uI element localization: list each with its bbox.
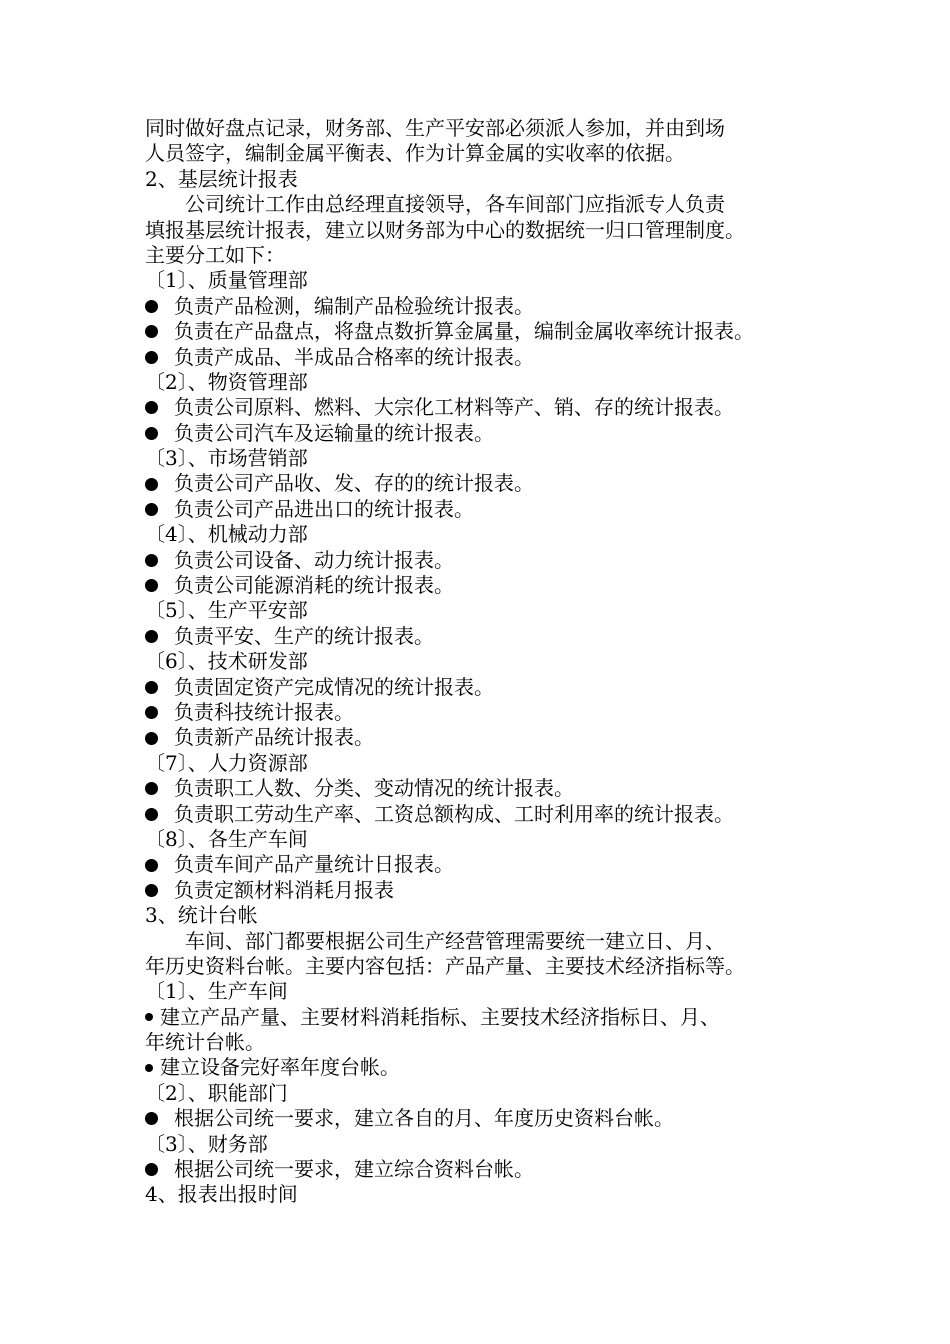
text-line: 〔4〕、机械动力部 <box>145 522 308 547</box>
text-line: 〔3〕、市场营销部 <box>145 446 308 471</box>
text-line: 同时做好盘点记录，财务部、生产平安部必须派人参加，并由到场 <box>145 116 725 140</box>
list-item-text: 建立产品产量、主要材料消耗指标、主要技术经济指标日、月、 <box>160 1004 720 1029</box>
list-item <box>145 725 835 750</box>
list-item-text: 根据公司统一要求，建立各自的月、年度历史资料台帐。 <box>174 1106 674 1131</box>
list-item <box>145 802 835 827</box>
list-item <box>145 395 835 420</box>
text-line: 主要分工如下： <box>145 242 285 267</box>
list-item <box>145 471 835 496</box>
text-line: 车间、部门都要根据公司生产经营管理需要统一建立日、月、 <box>185 928 725 953</box>
list-item-text: 负责车间产品产量统计日报表。 <box>174 852 454 877</box>
list-item-text: 负责职工劳动生产率、工资总额构成、工时利用率的统计报表。 <box>174 801 734 826</box>
bullet-icon <box>145 884 158 897</box>
list-item <box>145 776 835 801</box>
list-item-text: 负责新产品统计报表。 <box>174 725 374 750</box>
text-line: 填报基层统计报表，建立以财务部为中心的数据统一归口管理制度。 <box>145 217 745 242</box>
text-line: 〔6〕、技术研发部 <box>145 649 308 674</box>
text-line: 〔5〕、生产平安部 <box>145 598 308 623</box>
bullet-icon <box>145 681 158 694</box>
list-item <box>145 294 835 319</box>
list-item <box>145 548 835 573</box>
list-item-text: 负责产成品、半成品合格率的统计报表。 <box>174 344 534 369</box>
list-item <box>145 573 835 598</box>
bullet-icon <box>145 554 158 567</box>
bullet-icon <box>145 503 158 516</box>
bullet-icon <box>145 1013 153 1021</box>
list-item <box>145 1055 835 1080</box>
list-item-text: 负责公司产品进出口的统计报表。 <box>174 496 474 521</box>
list-item <box>145 700 835 725</box>
list-item-text: 负责职工人数、分类、变动情况的统计报表。 <box>174 776 574 801</box>
text-line: 2、基层统计报表 <box>145 166 298 191</box>
list-item-text: 根据公司统一要求，建立综合资料台帐。 <box>174 1157 534 1182</box>
bullet-icon <box>145 1163 158 1176</box>
text-line: 〔8〕、各生产车间 <box>145 826 308 851</box>
list-item-text: 负责平安、生产的统计报表。 <box>174 623 434 648</box>
bullet-icon <box>145 808 158 821</box>
bullet-icon <box>145 1064 153 1072</box>
bullet-icon <box>145 859 158 872</box>
text-line: 公司统计工作由总经理直接领导，各车间部门应指派专人负责 <box>185 192 725 217</box>
bullet-icon <box>145 732 158 745</box>
bullet-icon <box>145 300 158 313</box>
list-item-text: 负责在产品盘点，将盘点数折算金属量，编制金属收率统计报表。 <box>174 319 754 344</box>
list-item-text: 负责定额材料消耗月报表 <box>174 877 394 902</box>
list-item <box>145 421 835 446</box>
list-item-text: 负责产品检测，编制产品检验统计报表。 <box>174 293 534 318</box>
list-item <box>145 497 835 522</box>
list-item-text: 负责公司汽车及运输量的统计报表。 <box>174 420 494 445</box>
text-line: 年统计台帐。 <box>145 1030 265 1055</box>
list-item-text: 负责公司产品收、发、存的的统计报表。 <box>174 471 534 496</box>
list-item <box>145 852 835 877</box>
list-item <box>145 345 835 370</box>
bullet-icon <box>145 1112 158 1125</box>
list-item-text: 负责公司设备、动力统计报表。 <box>174 547 454 572</box>
list-item-text: 负责公司能源消耗的统计报表。 <box>174 573 454 598</box>
list-item <box>145 319 835 344</box>
list-item-text: 负责科技统计报表。 <box>174 699 354 724</box>
text-line: 〔1〕、生产车间 <box>145 979 288 1004</box>
bullet-icon <box>145 579 158 592</box>
bullet-icon <box>145 427 158 440</box>
document-body <box>145 116 835 1208</box>
text-line: 3、统计台帐 <box>145 903 258 928</box>
bullet-icon <box>145 325 158 338</box>
text-line: 年历史资料台帐。主要内容包括：产品产量、主要技术经济指标等。 <box>145 953 745 978</box>
list-item-text: 负责固定资产完成情况的统计报表。 <box>174 674 494 699</box>
bullet-icon <box>145 782 158 795</box>
text-line: 〔2〕、物资管理部 <box>145 369 308 394</box>
bullet-icon <box>145 630 158 643</box>
text-line: 〔3〕、财务部 <box>145 1131 268 1156</box>
text-line: 〔1〕、质量管理部 <box>145 268 308 293</box>
text-line: 〔7〕、人力资源部 <box>145 750 308 775</box>
list-item-text: 负责公司原料、燃料、大宗化工材料等产、销、存的统计报表。 <box>174 395 734 420</box>
bullet-icon <box>145 351 158 364</box>
list-item <box>145 1157 835 1182</box>
bullet-icon <box>145 478 158 491</box>
list-item <box>145 1106 835 1131</box>
text-line: 〔2〕、职能部门 <box>145 1080 288 1105</box>
bullet-icon <box>145 706 158 719</box>
list-item <box>145 878 835 903</box>
bullet-icon <box>145 401 158 414</box>
list-item <box>145 675 835 700</box>
list-item <box>145 624 835 649</box>
text-line: 4、报表出报时间 <box>145 1182 298 1207</box>
list-item-text: 建立设备完好率年度台帐。 <box>160 1055 400 1080</box>
text-line: 人员签字，编制金属平衡表、作为计算金属的实收率的依据。 <box>145 141 685 166</box>
list-item <box>145 1005 835 1030</box>
